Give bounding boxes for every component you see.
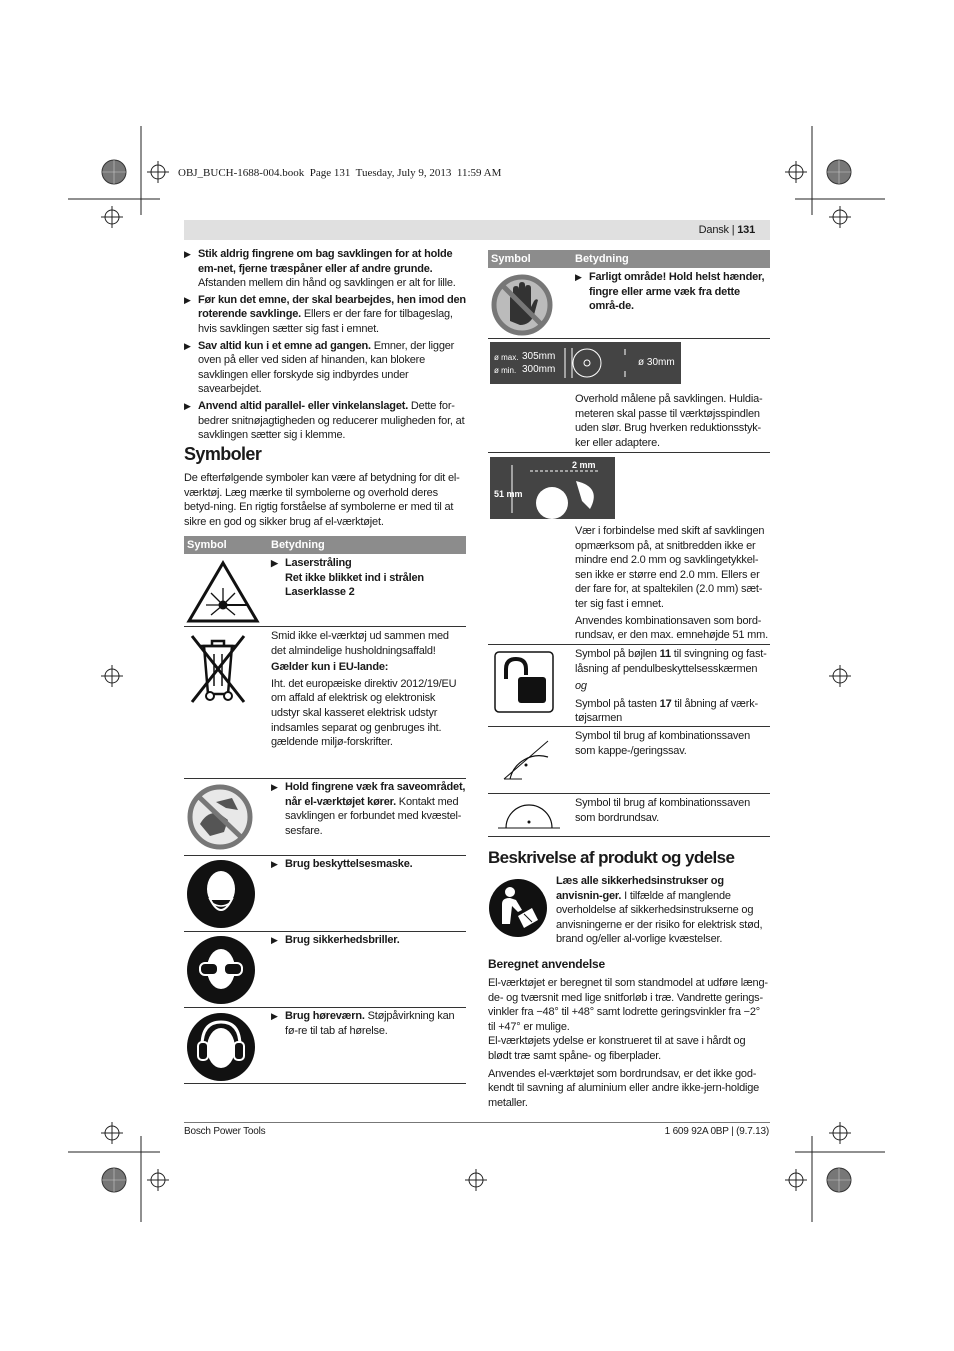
laser-bullet	[271, 556, 466, 600]
hand-bold: Hold fingrene væk fra saveområdet, når el-værktøjet kører.	[285, 781, 466, 808]
riving-text-2: Anvendes kombinationsaven som bord-rundsav, er den max. emnehøjde 51 mm.	[575, 614, 768, 642]
ear-bullet	[271, 1009, 466, 1038]
hand-bullet	[271, 780, 466, 838]
right-table-header	[488, 250, 770, 268]
bullet-triangle-icon: ▶	[271, 935, 278, 945]
product-heading: Beskrivelse af produkt og ydelse	[488, 848, 735, 867]
bullet-text: Ellers er der fare for tilbageslag, hvis savklingen sætter sig fast i emnet.	[198, 308, 453, 335]
riving-meaning	[575, 524, 770, 643]
max-label: ø max.	[494, 353, 519, 362]
mask-bold: Brug beskyttelsesmaske.	[285, 858, 413, 870]
row-divider	[488, 644, 770, 645]
intended-use-heading: Beregnet anvendelse	[488, 957, 605, 971]
laser-meaning	[271, 556, 466, 600]
header-separator: |	[731, 224, 738, 236]
bullet-text: Emner, der ligger oven på eller ved siden af hinanden, kan blokere savklingen eller forskyde sig indbyrdes under savearbejdet.	[198, 339, 455, 396]
row-divider	[488, 338, 770, 339]
col-symbol: Symbol	[491, 253, 531, 265]
lock-text-1c: til svingning og fast-låsning af pendulbeskyttelsesskærmen	[575, 648, 767, 675]
laser-warning-icon	[186, 560, 260, 624]
no-hand-danger-icon	[490, 273, 554, 337]
left-table-header	[184, 536, 466, 554]
riving-diagram	[490, 457, 615, 519]
bullet-bold: Før kun det emne, der skal bearbejdes, hen imod den roterende savklinge.	[198, 293, 466, 321]
lock-text-1a: Symbol på bøjlen	[575, 648, 660, 660]
unlock-icon	[494, 651, 554, 713]
mitre-saw-icon	[498, 735, 552, 785]
no-hands-blade-icon	[186, 784, 254, 850]
bullet-text: Afstanden mellem din hånd og savklingen er alt for lille.	[198, 277, 456, 290]
col-meaning: Betydning	[271, 539, 325, 551]
col-symbol: Symbol	[187, 539, 227, 551]
page-header-bar	[184, 220, 770, 240]
symbols-heading: Symboler	[184, 444, 262, 464]
bullet-item	[184, 339, 466, 397]
bullet-triangle-icon: ▶	[271, 558, 278, 568]
weee-text-2: Gælder kun i EU-lande:	[271, 661, 389, 674]
intended-use-p1: El-værktøjet er beregnet til som standmodel at udføre læng-de- og tværsnit med lige snitforløb i træ. Vandrette gerings-vinkler fra −48° til +48° samt lodrette geringsvinkler fra −2° til +47° er mulige.	[488, 977, 768, 1033]
left-bullets	[184, 247, 466, 443]
row-divider	[488, 726, 770, 727]
read-bold: Læs alle sikkerhedsinstrukser og anvisnin-ger.	[556, 875, 724, 902]
read-manual-icon	[488, 878, 548, 938]
weee-meaning	[271, 629, 466, 750]
bullet-triangle-icon: ▶	[184, 340, 191, 351]
bore-value: ø 30mm	[638, 357, 675, 368]
mitre-meaning: Symbol til brug af kombinationssaven som kappe-/geringssav.	[575, 730, 751, 757]
lock-meaning	[575, 647, 770, 726]
glasses-meaning	[271, 933, 466, 948]
weee-text-1: Smid ikke el-værktøj ud sammen med det almindelige husholdningsaffald!	[271, 630, 449, 657]
col-meaning: Betydning	[575, 253, 629, 265]
row-divider	[184, 855, 466, 856]
glasses-bullet	[271, 933, 466, 948]
bullet-bold: Sav altid kun i et emne ad gangen.	[198, 339, 371, 352]
intended-use-p2: El-værktøjets ydelse er konstrueret til at save i hårdt og blødt træ samt spåne- og fiberplader.	[488, 1035, 746, 1062]
max-value: 305mm	[522, 351, 556, 362]
table-saw-icon	[498, 800, 560, 830]
read-instructions	[556, 874, 770, 947]
danger-bold: Farligt område! Hold helst hænder, fingre eller arme væk fra dette områ-de.	[589, 271, 765, 313]
safety-glasses-icon	[186, 935, 256, 1005]
bullet-text: Dette for-bedrer snitnøjagtigheden og reducerer muligheden for, at savklingen sætter sig i klemme.	[198, 399, 465, 442]
row-divider	[184, 1083, 466, 1084]
top-dimension: 2 mm	[572, 460, 596, 470]
bullet-triangle-icon: ▶	[271, 859, 278, 869]
row-divider	[488, 793, 770, 794]
header-language: Dansk	[698, 224, 729, 236]
ear-meaning	[271, 1009, 466, 1038]
bullet-item	[184, 293, 466, 337]
table-meaning: Symbol til brug af kombinationssaven som bordrundsav.	[575, 797, 751, 824]
hand-meaning	[271, 780, 466, 838]
symbols-intro: De efterfølgende symboler kan være af betydning for dit el-værktøj. Læg mærke til symbolerne og overhold deres betyd-ning. En rigtig forståelse af symbolerne er med til at sikre en god og sikker brug af el-værktøjet.	[184, 472, 460, 528]
bullet-triangle-icon: ▶	[184, 400, 191, 411]
ear-protection-icon	[186, 1012, 256, 1082]
glasses-bold: Brug sikkerhedsbriller.	[285, 934, 400, 946]
bullet-triangle-icon: ▶	[575, 272, 582, 282]
dust-mask-icon	[186, 859, 256, 929]
page-number: 131	[737, 224, 755, 236]
hand-text: Kontakt med savklingen er forbundet med kvæstel-sesfare.	[285, 795, 462, 837]
bullet-item	[184, 247, 466, 291]
lock-text-1b: 11	[659, 648, 671, 660]
ear-bold: Brug høreværn.	[285, 1010, 365, 1022]
row-divider	[184, 778, 466, 779]
laser-line-2: Ret ikke blikket ind i strålen	[285, 571, 424, 584]
read-text: I tilfælde af manglende overholdelse af sikkerhedsinstrukserne og anvisningerne er der risiko for elektrisk stød, brand og/eller al-vorlige kvæstelser.	[556, 889, 763, 946]
ear-text: Støjpåvirkning kan fø-re til tab af hørelse.	[285, 1010, 455, 1037]
min-label: ø min.	[494, 366, 517, 375]
footer-divider	[184, 1122, 770, 1123]
lock-text-1	[575, 647, 770, 676]
laser-line-1: Laserstråling	[285, 557, 352, 569]
intended-use-text	[488, 976, 770, 1110]
blade-meaning: Overhold målene på savklingen. Huldia-meteren skal passe til værktøjsspindlen uden slør. Brug hverken reduktionsstyk-ker eller adaptere.	[575, 393, 763, 449]
mask-bullet	[271, 857, 466, 872]
min-value: 300mm	[522, 364, 556, 375]
blade-dimension-diagram	[490, 342, 681, 384]
lock-text-2b: 17	[659, 697, 672, 710]
bullet-bold: Anvend altid parallel- eller vinkelanslaget.	[198, 399, 409, 412]
row-divider	[184, 931, 466, 932]
lock-text-2a: Symbol på tasten	[575, 697, 660, 710]
crossed-bin-icon	[188, 632, 248, 704]
mask-meaning	[271, 857, 466, 872]
weee-text-3: Iht. det europæiske direktiv 2012/19/EU om affald af elektrisk og elektronisk udstyr skal kasseret elektrisk udstyr indsamles separat og genbruges iht. gældende miljø-forskrifter.	[271, 677, 457, 749]
print-header-line: OBJ_BUCH-1688-004.book Page 131 Tuesday, July 9, 2013 11:59 AM	[178, 167, 502, 179]
row-divider	[184, 1007, 466, 1008]
lock-text-2	[575, 697, 770, 726]
bullet-triangle-icon: ▶	[184, 249, 191, 259]
row-divider	[184, 626, 466, 627]
footer-doc-number: 1 609 92A 0BP | (9.7.13)	[664, 1126, 769, 1137]
laser-line-3: Laserklasse 2	[285, 586, 355, 599]
footer-brand: Bosch Power Tools	[184, 1126, 266, 1137]
danger-meaning	[575, 270, 770, 314]
bullet-triangle-icon: ▶	[271, 782, 278, 792]
riving-knife-icon	[490, 457, 615, 519]
lock-or: og	[575, 680, 587, 693]
bullet-triangle-icon: ▶	[271, 1011, 278, 1021]
side-dimension: 51 mm	[494, 489, 523, 499]
bullet-item	[184, 399, 466, 443]
riving-text-1: Vær i forbindelse med skift af savklingen opmærksom på, at snitbredden ikke er mindre end 2.0 mm og savklingetykkel-sen ikke er større end 2.0 mm. Ellers er der fare for, at spaltekilen (2.0 mm) sæt-ter sig fast i emnet.	[575, 525, 765, 610]
row-divider	[488, 452, 770, 453]
bullet-bold: Stik aldrig fingrene om bag savklingen for at holde em-net, fjerne træspåner eller af andre grunde.	[198, 248, 453, 275]
page-header	[699, 223, 755, 238]
bullet-triangle-icon: ▶	[184, 294, 191, 305]
row-divider	[488, 836, 770, 837]
lock-text-2c: til åbning af værk-tøjsarmen	[575, 697, 758, 725]
danger-bullet	[575, 270, 770, 314]
intended-use-p3: Anvendes el-værktøjet som bordrundsav, er det ikke god-kendt til savning af aluminium eller andre ikke-jern-holdige metaller.	[488, 1067, 760, 1109]
